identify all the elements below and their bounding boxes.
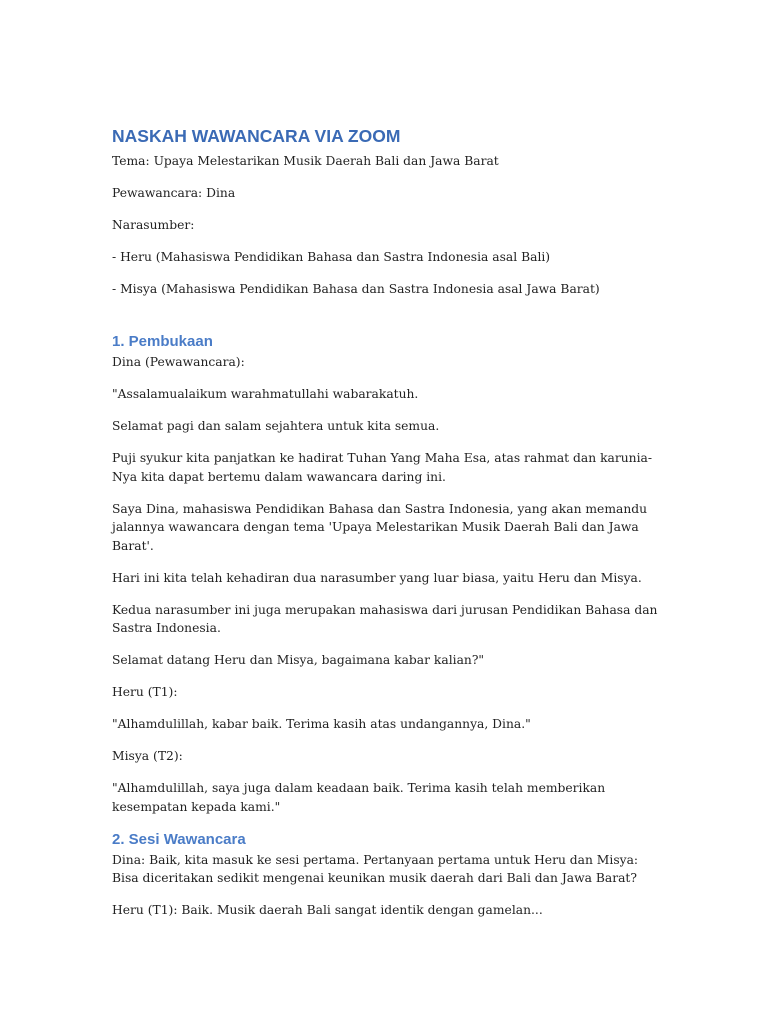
paragraph: Misya (T2): [112,749,183,763]
paragraph: "Alhamdulillah, saya juga dalam keadaan baik. Terima kasih telah memberikan kesempatan kepada kami." [112,781,606,814]
paragraph: "Alhamdulillah, kabar baik. Terima kasih atas undangannya, Dina." [112,717,531,731]
paragraph: Heru (T1): Baik. Musik daerah Bali sangat identik dengan gamelan... [112,903,543,917]
speakers-label: Narasumber: [112,218,195,232]
paragraph: Selamat pagi dan salam sejahtera untuk kita semua. [112,419,440,433]
paragraph: Hari ini kita telah kehadiran dua narasumber yang luar biasa, yaitu Heru dan Misya. [112,570,642,585]
paragraph: Dina: Baik, kita masuk ke sesi pertama. Pertanyaan pertama untuk Heru dan Misya: Bisa diceritakan sedikit mengenai keunikan musik daerah dari Bali dan Jawa Barat? [112,852,639,885]
paragraph: Dina (Pewawancara): [112,355,245,369]
section-opening [112,332,660,816]
section-heading: 2. Sesi Wawancara [112,830,246,848]
paragraph: Saya Dina, mahasiswa Pendidikan Bahasa dan Sastra Indonesia, yang akan memandu jalannya wawancara dengan tema 'Upaya Melestarikan Musik Daerah Bali dan Jawa Barat'. [112,501,648,553]
theme-line: Tema: Upaya Melestarikan Musik Daerah Bali dan Jawa Barat [112,154,499,168]
paragraph: Selamat datang Heru dan Misya, bagaimana kabar kalian?" [112,653,485,667]
section-heading: 1. Pembukaan [112,333,213,350]
paragraph: Puji syukur kita panjatkan ke hadirat Tuhan Yang Maha Esa, atas rahmat dan karunia-Nya kita dapat bertemu dalam wawancara daring ini. [112,451,652,484]
document-page [112,124,660,933]
section-interview [112,830,660,920]
section-spacer [112,312,660,332]
interviewer-line: Pewawancara: Dina [112,186,236,200]
document-title: NASKAH WAWANCARA VIA ZOOM [112,126,401,146]
paragraph: Kedua narasumber ini juga merupakan mahasiswa dari jurusan Pendidikan Bahasa dan Sastra Indonesia. [112,602,658,635]
paragraph: "Assalamualaikum warahmatullahi wabarakatuh. [112,387,419,401]
speaker-misya: - Misya (Mahasiswa Pendidikan Bahasa dan Sastra Indonesia asal Jawa Barat) [112,282,600,296]
speaker-heru: - Heru (Mahasiswa Pendidikan Bahasa dan Sastra Indonesia asal Bali) [112,250,551,264]
document-intro [112,152,660,299]
paragraph: Heru (T1): [112,685,178,699]
